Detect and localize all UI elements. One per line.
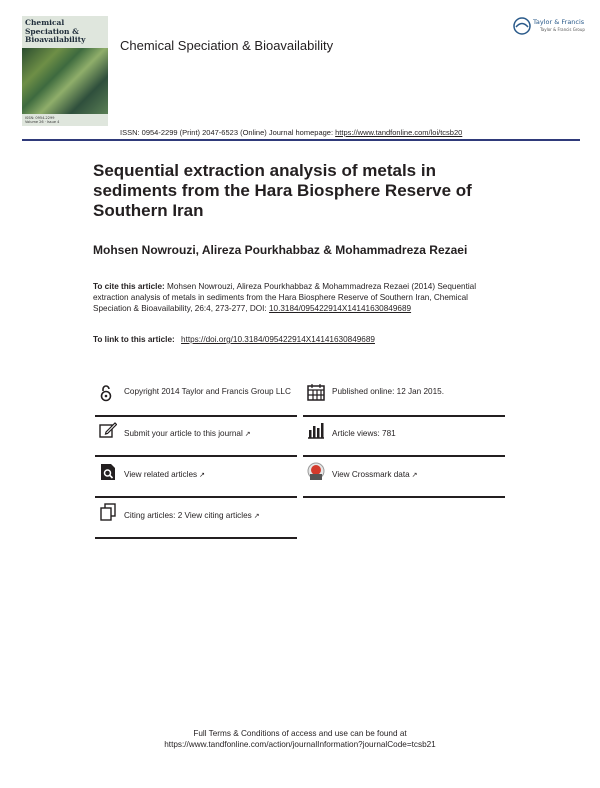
related-articles-link[interactable]: View related articles ↗ <box>124 470 205 479</box>
crossmark-link[interactable]: View Crossmark data ↗ <box>332 470 418 479</box>
submit-article-link[interactable]: Submit your article to this journal ↗ <box>124 429 251 438</box>
article-link-line <box>93 335 375 344</box>
terms-footer <box>0 728 600 750</box>
journal-name[interactable]: Chemical Speciation & Bioavailability <box>120 38 334 53</box>
published-date: Published online: 12 Jan 2015. <box>332 387 444 396</box>
bar-chart-icon <box>307 421 325 439</box>
divider <box>95 496 297 498</box>
citation-doi-link[interactable]: 10.3184/095422914X14141630849689 <box>269 304 412 313</box>
external-link-icon: ↗ <box>244 431 251 438</box>
edit-pencil-icon <box>99 421 117 439</box>
article-doi-link[interactable]: https://doi.org/10.3184/095422914X14141630849689 <box>181 335 375 344</box>
divider <box>95 415 297 417</box>
citation-block <box>93 281 488 314</box>
copyright-text: Copyright 2014 Taylor and Francis Group LLC <box>124 387 291 396</box>
article-authors: Mohsen Nowrouzi, Alireza Pourkhabbaz & Mohammadreza Rezaei <box>93 243 468 257</box>
divider <box>303 415 505 417</box>
divider <box>303 496 505 498</box>
related-articles-search-icon <box>99 463 117 481</box>
external-link-icon: ↗ <box>199 472 205 479</box>
external-link-icon: ↗ <box>253 513 260 520</box>
cover-photo <box>22 48 108 114</box>
external-link-icon: ↗ <box>411 472 418 479</box>
open-access-lock-icon <box>97 384 115 402</box>
logo-subtext: Taylor & Francis Group <box>540 27 585 32</box>
taylor-francis-logo-icon <box>512 16 534 36</box>
citing-articles-copy-icon <box>99 503 117 521</box>
article-title: Sequential extraction analysis of metals in sediments from the Hara Biosphere Reserve of Southern Iran <box>93 161 472 220</box>
issn-line: ISSN: 0954-2299 (Print) 2047-6523 (Online) Journal homepage: https://www.tandfonline.com/loi/tcsb20 <box>120 128 463 137</box>
crossmark-icon <box>306 462 326 482</box>
footer-line-1: Full Terms & Conditions of access and use can be found at <box>193 729 407 738</box>
citation-label: To cite this article: <box>93 282 165 291</box>
article-views: Article views: 781 <box>332 429 396 438</box>
logo-text: Taylor & Francis <box>533 18 585 26</box>
divider <box>303 455 505 457</box>
divider <box>95 455 297 457</box>
divider <box>95 537 297 539</box>
journal-cover-image <box>22 16 108 126</box>
citation-text: Mohsen Nowrouzi, Alireza Pourkhabbaz & Mohammadreza Rezaei (2014) Sequential extraction analysis of metals in sediments from the Hara Biosphere Reserve of Southern Iran, Chemical Speciation & Bioavailability, 26:4, 273-277, DOI: <box>93 282 477 313</box>
footer-terms-link[interactable]: https://www.tandfonline.com/action/journalInformation?journalCode=tcsb21 <box>164 740 436 749</box>
cover-title: Chemical Speciation & Bioavailability <box>25 18 86 44</box>
header-divider <box>22 139 580 141</box>
cover-issn: ISSN: 0954-2299 Volume 26 · Issue 4 <box>25 116 60 124</box>
calendar-icon <box>307 383 325 401</box>
journal-homepage-link[interactable]: https://www.tandfonline.com/loi/tcsb20 <box>335 128 463 137</box>
link-label: To link to this article: <box>93 335 175 344</box>
citing-articles-link[interactable]: Citing articles: 2 View citing articles ↗ <box>124 511 260 520</box>
